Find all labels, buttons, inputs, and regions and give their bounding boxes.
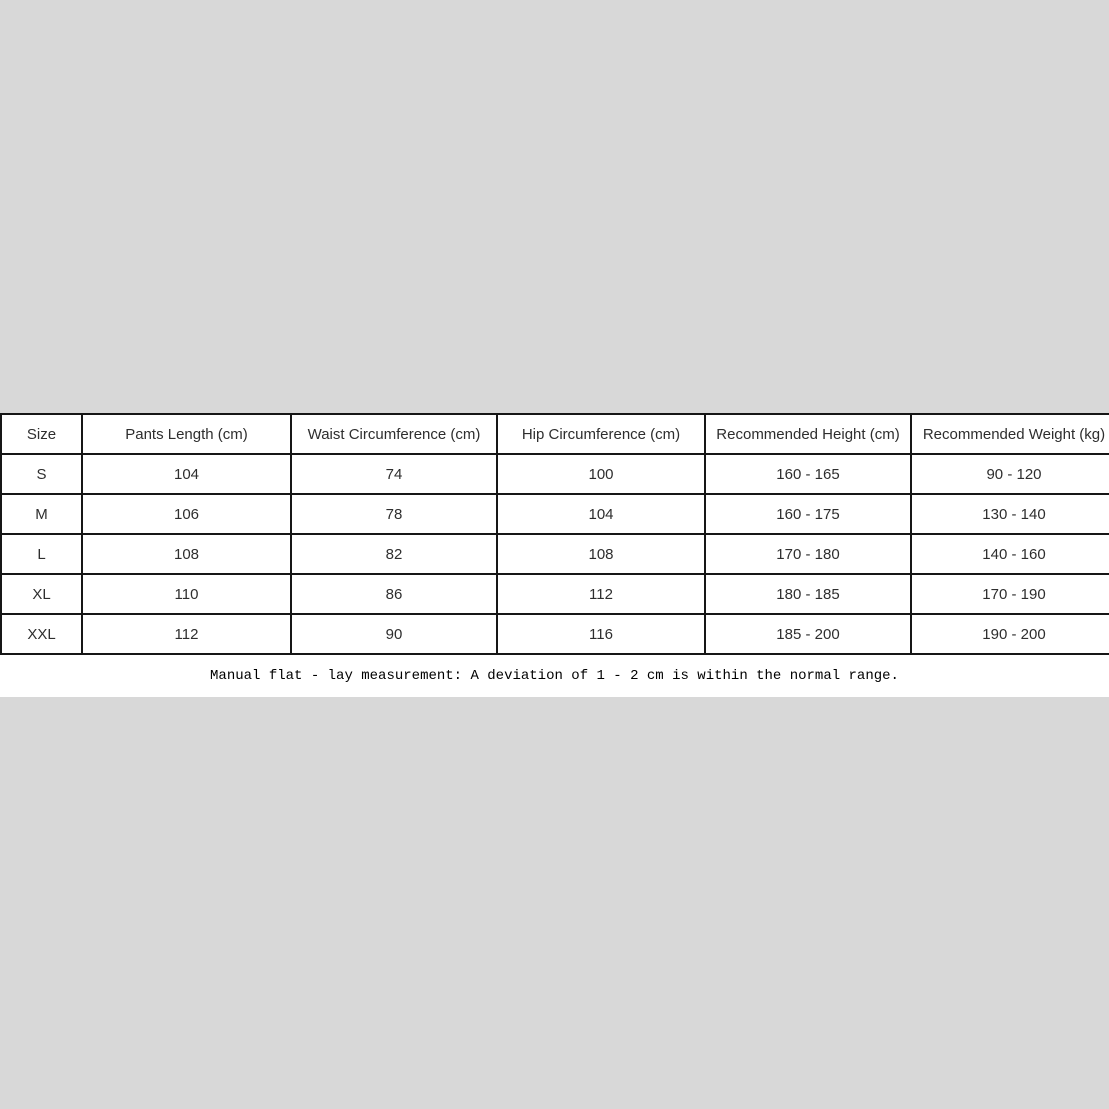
top-gray-spacer <box>0 0 1109 413</box>
table-cell: 90 <box>291 614 497 654</box>
size-chart-section <box>0 413 1109 655</box>
column-header: Waist Circumference (cm) <box>291 414 497 454</box>
table-cell: 106 <box>82 494 291 534</box>
size-chart-table <box>0 413 1109 655</box>
header-row <box>1 414 1109 454</box>
column-header: Size <box>1 414 82 454</box>
size-cell: S <box>1 454 82 494</box>
table-cell: 190 - 200 <box>911 614 1109 654</box>
size-chart-body <box>1 454 1109 654</box>
column-header: Pants Length (cm) <box>82 414 291 454</box>
size-cell: L <box>1 534 82 574</box>
table-cell: 170 - 180 <box>705 534 911 574</box>
size-cell: XL <box>1 574 82 614</box>
table-cell: 116 <box>497 614 705 654</box>
table-cell: 112 <box>82 614 291 654</box>
size-cell: XXL <box>1 614 82 654</box>
table-cell: 130 - 140 <box>911 494 1109 534</box>
table-cell: 112 <box>497 574 705 614</box>
table-cell: 170 - 190 <box>911 574 1109 614</box>
table-cell: 160 - 165 <box>705 454 911 494</box>
column-header: Recommended Weight (kg) <box>911 414 1109 454</box>
table-cell: 90 - 120 <box>911 454 1109 494</box>
table-row <box>1 454 1109 494</box>
size-chart-header <box>1 414 1109 454</box>
table-row <box>1 614 1109 654</box>
table-row <box>1 494 1109 534</box>
table-cell: 108 <box>497 534 705 574</box>
table-cell: 104 <box>497 494 705 534</box>
column-header: Recommended Height (cm) <box>705 414 911 454</box>
size-cell: M <box>1 494 82 534</box>
table-cell: 100 <box>497 454 705 494</box>
measurement-note-row <box>0 655 1109 697</box>
table-row <box>1 574 1109 614</box>
table-cell: 74 <box>291 454 497 494</box>
bottom-gray-spacer <box>0 697 1109 1109</box>
column-header: Hip Circumference (cm) <box>497 414 705 454</box>
table-cell: 104 <box>82 454 291 494</box>
table-row <box>1 534 1109 574</box>
table-cell: 185 - 200 <box>705 614 911 654</box>
table-cell: 108 <box>82 534 291 574</box>
table-cell: 110 <box>82 574 291 614</box>
table-cell: 86 <box>291 574 497 614</box>
table-cell: 160 - 175 <box>705 494 911 534</box>
table-cell: 82 <box>291 534 497 574</box>
table-cell: 78 <box>291 494 497 534</box>
measurement-note: Manual flat - lay measurement: A deviation of 1 - 2 cm is within the normal range. <box>210 668 899 684</box>
table-cell: 180 - 185 <box>705 574 911 614</box>
table-cell: 140 - 160 <box>911 534 1109 574</box>
